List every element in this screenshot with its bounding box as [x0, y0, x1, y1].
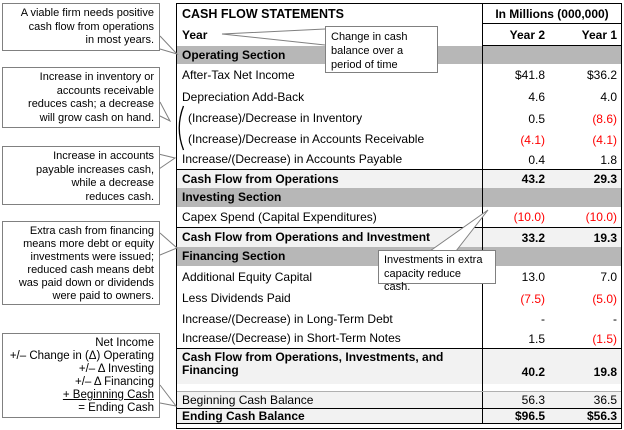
row-values [482, 384, 621, 391]
row-label: Increase/(Decrease) in Accounts Payable [182, 152, 403, 166]
row-values [482, 86, 621, 108]
row-label: (Increase)/Decrease in Inventory [188, 111, 363, 125]
table-row [177, 86, 621, 108]
year1-value: (10.0) [585, 210, 617, 224]
callout-line: A viable firm needs positive [20, 7, 154, 19]
table-row [177, 348, 621, 384]
callout-line: = Ending Cash [78, 402, 154, 414]
callout-line: Change in cash [331, 31, 408, 43]
table-bottom-strip [177, 424, 621, 428]
row-label: Increase/(Decrease) in Short-Term Notes [182, 331, 401, 345]
callout-line: reduces cash; a decrease [28, 98, 154, 110]
callout-line: in most years. [85, 34, 154, 46]
year2-value: - [541, 312, 545, 326]
row-label: Investing Section [182, 190, 282, 204]
row-values [482, 207, 621, 227]
table-row [177, 309, 621, 329]
row-label: Cash Flow from Operations and Investment [182, 230, 431, 244]
row-label: Cash Flow from Operations, Investments, and Financing [182, 350, 444, 377]
row-values [482, 170, 621, 188]
viable-callout-tail [160, 36, 177, 54]
callout-line: payable increases cash, [35, 163, 154, 176]
callout-inventory-receivable [2, 67, 160, 128]
table-row [177, 129, 621, 150]
year2-value: 13.0 [521, 270, 545, 284]
callout-year-note [325, 26, 438, 73]
row-values [482, 228, 621, 247]
year2-value: 1.5 [528, 331, 545, 346]
row-label: Operating Section [182, 47, 286, 62]
row-values [482, 188, 621, 207]
table-row [177, 150, 621, 169]
row-label: Less Dividends Paid [182, 291, 291, 305]
table-row [177, 169, 621, 188]
callout-line: Net Income [95, 337, 154, 349]
row-values [482, 309, 621, 329]
row-label: Financing Section [182, 249, 286, 263]
year2-value: 0.4 [528, 152, 545, 167]
row-values [482, 108, 621, 129]
year1-value: 36.5 [593, 393, 617, 407]
callout-line: period of time [331, 59, 398, 71]
year2-value: 56.3 [521, 393, 545, 407]
year2-value: 0.5 [528, 111, 545, 126]
year1-value: 1.8 [600, 152, 617, 167]
row-values [482, 392, 621, 408]
callout-line: investments were issued; [30, 251, 154, 263]
callout-line: Extra cash from financing [29, 225, 154, 237]
year1-value: 19.3 [593, 230, 617, 245]
year2-value: 40.2 [521, 365, 545, 379]
year1-value: (4.1) [592, 132, 617, 147]
callout-line: Increase in accounts [53, 150, 154, 162]
row-values [482, 266, 621, 288]
callout-cash-formula [2, 333, 160, 418]
row-values [482, 150, 621, 169]
year1-column-header: Year 1 [581, 27, 617, 42]
year1-value: - [613, 312, 617, 326]
row-label: Capex Spend (Capital Expenditures) [182, 209, 377, 224]
table-row [177, 391, 621, 408]
formula-callout-tail [160, 385, 176, 406]
row-label: Cash Flow from Operations [182, 171, 339, 186]
row-values [482, 288, 621, 309]
year2-value: (10.0) [513, 210, 545, 224]
callout-line: reduces cash. [85, 190, 154, 203]
row-label: Increase/(Decrease) in Long-Term Debt [182, 311, 393, 326]
section-band-row [177, 188, 621, 207]
callout-line: + Beginning Cash [62, 389, 154, 401]
financing-callout-tail [160, 233, 177, 255]
row-values [482, 247, 621, 266]
year1-value: (8.6) [592, 111, 617, 126]
row-values [482, 64, 621, 86]
row-values [482, 46, 621, 64]
callout-line: was paid down or dividends [18, 277, 154, 289]
year2-value: 33.2 [521, 230, 545, 245]
table-row [177, 408, 621, 424]
row-values [482, 329, 621, 348]
year2-value: (7.5) [520, 291, 545, 306]
callout-viable-firm [2, 3, 160, 51]
callout-line: balance over a [331, 45, 404, 57]
year2-value: 43.2 [521, 172, 545, 186]
year1-value: 19.8 [593, 365, 617, 379]
units-header: In Millions (000,000) [495, 6, 609, 21]
callout-line: +/– Δ Investing [78, 363, 154, 375]
table-row [177, 384, 621, 391]
year1-value: $36.2 [586, 68, 617, 82]
callout-line: Increase in inventory or [39, 71, 154, 83]
year-label: Year [182, 27, 208, 42]
row-values [482, 349, 621, 384]
year2-column-header: Year 2 [509, 27, 545, 42]
callout-line: cash flow from operations [28, 20, 154, 33]
callout-line: accounts receivable [56, 84, 154, 97]
year1-value: (1.5) [592, 331, 617, 346]
table-row [177, 329, 621, 348]
table-row [177, 207, 621, 227]
callout-capex-note [378, 250, 496, 293]
callout-line: will grow cash on hand. [39, 111, 154, 124]
year1-value: 7.0 [600, 270, 617, 284]
callout-accounts-payable [2, 146, 160, 205]
callout-line: +/– Change in (Δ) Operating [9, 350, 154, 362]
year-columns [482, 24, 621, 46]
row-label: Depreciation Add-Back [182, 89, 305, 104]
callout-line: means more debt or equity [23, 238, 154, 250]
year1-value: (5.0) [592, 291, 617, 306]
row-values [482, 129, 621, 150]
callout-line: +/– Δ Financing [75, 376, 154, 388]
table-header-row [177, 4, 621, 24]
callout-financing [2, 221, 160, 305]
table-title: CASH FLOW STATEMENTS [182, 6, 345, 21]
table-row [177, 108, 621, 129]
inventory-callout-tail [160, 102, 170, 121]
table-row [177, 227, 621, 247]
callout-line: while a decrease [71, 177, 154, 189]
row-label: Ending Cash Balance [182, 408, 305, 423]
callout-line: capacity reduce cash. [384, 267, 462, 293]
table-body [177, 46, 621, 424]
callout-line: were paid to owners. [52, 290, 154, 302]
units-cell [482, 4, 621, 24]
year2-value: (4.1) [520, 132, 545, 147]
callout-line: reduced cash means debt [27, 264, 154, 276]
row-values [482, 409, 621, 423]
year1-value: 29.3 [593, 172, 617, 186]
year2-value: 4.6 [528, 90, 545, 104]
callout-line: Investments in extra [384, 254, 483, 266]
row-label: Beginning Cash Balance [182, 392, 314, 407]
row-label: After-Tax Net Income [182, 67, 295, 82]
year2-value: $41.8 [514, 68, 545, 82]
year1-value: 4.0 [600, 90, 617, 104]
year2-value: $96.5 [514, 409, 545, 423]
row-label: Additional Equity Capital [182, 269, 313, 284]
row-label: (Increase)/Decrease in Accounts Receivable [188, 132, 425, 146]
year1-value: $56.3 [586, 409, 617, 423]
